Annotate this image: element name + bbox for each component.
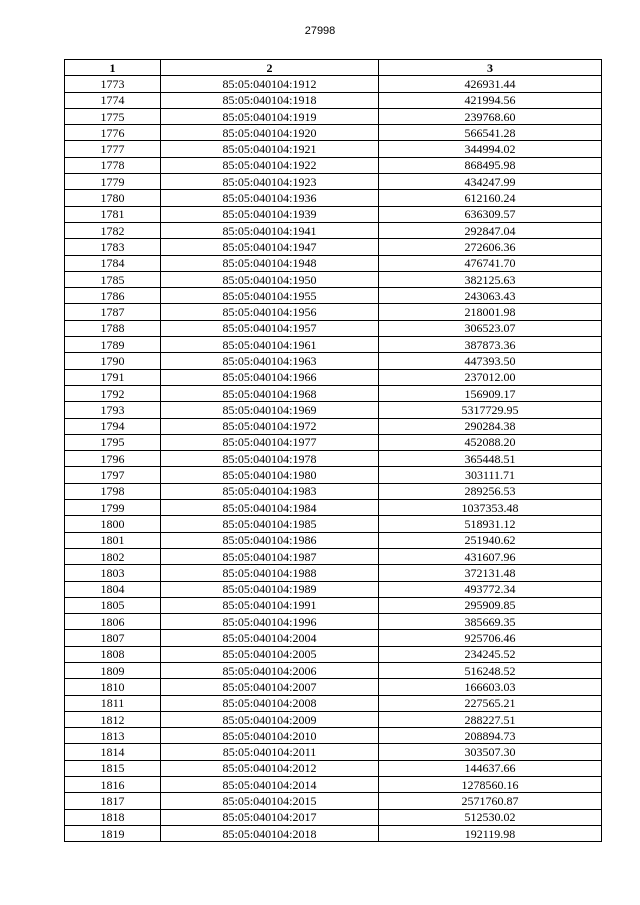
value-cell: 5317729.95: [379, 402, 602, 418]
row-number-cell: 1801: [65, 532, 161, 548]
table-row: [65, 825, 602, 841]
row-number-cell: 1797: [65, 467, 161, 483]
cadastral-number-cell: 85:05:040104:1968: [161, 385, 379, 401]
table-row: [65, 760, 602, 776]
table-row: [65, 434, 602, 450]
cadastral-number-cell: 85:05:040104:1972: [161, 418, 379, 434]
table-row: [65, 662, 602, 678]
value-cell: 426931.44: [379, 76, 602, 92]
row-number-cell: 1800: [65, 516, 161, 532]
cadastral-number-cell: 85:05:040104:1922: [161, 157, 379, 173]
cadastral-number-cell: 85:05:040104:2011: [161, 744, 379, 760]
row-number-cell: 1796: [65, 451, 161, 467]
cadastral-number-cell: 85:05:040104:1941: [161, 222, 379, 238]
value-cell: 289256.53: [379, 483, 602, 499]
table-row: [65, 76, 602, 92]
row-number-cell: 1798: [65, 483, 161, 499]
table-row: [65, 777, 602, 793]
table-row: [65, 353, 602, 369]
cadastral-number-cell: 85:05:040104:1918: [161, 92, 379, 108]
table-row: [65, 451, 602, 467]
value-cell: 251940.62: [379, 532, 602, 548]
cadastral-number-cell: 85:05:040104:2004: [161, 630, 379, 646]
table-row: [65, 711, 602, 727]
value-cell: 234245.52: [379, 646, 602, 662]
cadastral-number-cell: 85:05:040104:1996: [161, 614, 379, 630]
row-number-cell: 1773: [65, 76, 161, 92]
cadastral-number-cell: 85:05:040104:1987: [161, 548, 379, 564]
cadastral-number-cell: 85:05:040104:1988: [161, 565, 379, 581]
value-cell: 372131.48: [379, 565, 602, 581]
cadastral-number-cell: 85:05:040104:1980: [161, 467, 379, 483]
table-row: [65, 548, 602, 564]
value-cell: 227565.21: [379, 695, 602, 711]
table-row: [65, 222, 602, 238]
row-number-cell: 1779: [65, 174, 161, 190]
table-row: [65, 516, 602, 532]
table-row: [65, 288, 602, 304]
row-number-cell: 1804: [65, 581, 161, 597]
data-table: [64, 59, 602, 842]
value-cell: 476741.70: [379, 255, 602, 271]
row-number-cell: 1782: [65, 222, 161, 238]
table-row: [65, 320, 602, 336]
page-number: 27998: [304, 25, 336, 37]
value-cell: 516248.52: [379, 662, 602, 678]
row-number-cell: 1777: [65, 141, 161, 157]
table-row: [65, 304, 602, 320]
cadastral-number-cell: 85:05:040104:2010: [161, 728, 379, 744]
table-row: [65, 695, 602, 711]
value-cell: 239768.60: [379, 108, 602, 124]
table-row: [65, 679, 602, 695]
cadastral-number-cell: 85:05:040104:1957: [161, 320, 379, 336]
table-row: [65, 532, 602, 548]
cadastral-number-cell: 85:05:040104:1983: [161, 483, 379, 499]
table-row: [65, 467, 602, 483]
value-cell: 272606.36: [379, 239, 602, 255]
row-number-cell: 1776: [65, 125, 161, 141]
value-cell: 365448.51: [379, 451, 602, 467]
value-cell: 208894.73: [379, 728, 602, 744]
table-row: [65, 206, 602, 222]
row-number-cell: 1809: [65, 662, 161, 678]
row-number-cell: 1802: [65, 548, 161, 564]
cadastral-number-cell: 85:05:040104:1966: [161, 369, 379, 385]
row-number-cell: 1799: [65, 500, 161, 516]
cadastral-number-cell: 85:05:040104:1920: [161, 125, 379, 141]
row-number-cell: 1792: [65, 385, 161, 401]
value-cell: 447393.50: [379, 353, 602, 369]
value-cell: 431607.96: [379, 548, 602, 564]
table-row: [65, 646, 602, 662]
table-row: [65, 108, 602, 124]
value-cell: 452088.20: [379, 434, 602, 450]
cadastral-number-cell: 85:05:040104:2017: [161, 809, 379, 825]
cadastral-number-cell: 85:05:040104:1939: [161, 206, 379, 222]
table-row: [65, 597, 602, 613]
cadastral-number-cell: 85:05:040104:1977: [161, 434, 379, 450]
table-row: [65, 614, 602, 630]
value-cell: 192119.98: [379, 825, 602, 841]
row-number-cell: 1808: [65, 646, 161, 662]
value-cell: 421994.56: [379, 92, 602, 108]
value-cell: 303507.30: [379, 744, 602, 760]
value-cell: 237012.00: [379, 369, 602, 385]
table-row: [65, 728, 602, 744]
table-row: [65, 418, 602, 434]
value-cell: 512530.02: [379, 809, 602, 825]
cadastral-number-cell: 85:05:040104:1969: [161, 402, 379, 418]
value-cell: 385669.35: [379, 614, 602, 630]
value-cell: 566541.28: [379, 125, 602, 141]
value-cell: 636309.57: [379, 206, 602, 222]
table-row: [65, 483, 602, 499]
value-cell: 493772.34: [379, 581, 602, 597]
row-number-cell: 1784: [65, 255, 161, 271]
table-row: [65, 255, 602, 271]
row-number-cell: 1812: [65, 711, 161, 727]
value-cell: 344994.02: [379, 141, 602, 157]
row-number-cell: 1806: [65, 614, 161, 630]
value-cell: 306523.07: [379, 320, 602, 336]
value-cell: 925706.46: [379, 630, 602, 646]
table-row: [65, 141, 602, 157]
table-row: [65, 337, 602, 353]
cadastral-number-cell: 85:05:040104:2006: [161, 662, 379, 678]
value-cell: 1278560.16: [379, 777, 602, 793]
row-number-cell: 1805: [65, 597, 161, 613]
value-cell: 382125.63: [379, 271, 602, 287]
cadastral-number-cell: 85:05:040104:1912: [161, 76, 379, 92]
cadastral-number-cell: 85:05:040104:1923: [161, 174, 379, 190]
table-row: [65, 369, 602, 385]
row-number-cell: 1778: [65, 157, 161, 173]
table-row: [65, 174, 602, 190]
row-number-cell: 1819: [65, 825, 161, 841]
cadastral-number-cell: 85:05:040104:1919: [161, 108, 379, 124]
cadastral-number-cell: 85:05:040104:1991: [161, 597, 379, 613]
header-row: [65, 60, 602, 76]
cadastral-number-cell: 85:05:040104:1956: [161, 304, 379, 320]
cadastral-number-cell: 85:05:040104:2018: [161, 825, 379, 841]
cadastral-number-cell: 85:05:040104:2008: [161, 695, 379, 711]
table-row: [65, 744, 602, 760]
table-row: [65, 271, 602, 287]
row-number-cell: 1813: [65, 728, 161, 744]
column-header-2: 2: [161, 60, 379, 76]
table-row: [65, 581, 602, 597]
cadastral-number-cell: 85:05:040104:2005: [161, 646, 379, 662]
row-number-cell: 1788: [65, 320, 161, 336]
row-number-cell: 1791: [65, 369, 161, 385]
row-number-cell: 1775: [65, 108, 161, 124]
cadastral-number-cell: 85:05:040104:2014: [161, 777, 379, 793]
cadastral-number-cell: 85:05:040104:1948: [161, 255, 379, 271]
cadastral-number-cell: 85:05:040104:1985: [161, 516, 379, 532]
column-header-3: 3: [379, 60, 602, 76]
cadastral-number-cell: 85:05:040104:1989: [161, 581, 379, 597]
cadastral-number-cell: 85:05:040104:1984: [161, 500, 379, 516]
row-number-cell: 1793: [65, 402, 161, 418]
cadastral-number-cell: 85:05:040104:2007: [161, 679, 379, 695]
row-number-cell: 1817: [65, 793, 161, 809]
value-cell: 1037353.48: [379, 500, 602, 516]
value-cell: 292847.04: [379, 222, 602, 238]
row-number-cell: 1810: [65, 679, 161, 695]
row-number-cell: 1794: [65, 418, 161, 434]
row-number-cell: 1811: [65, 695, 161, 711]
row-number-cell: 1781: [65, 206, 161, 222]
cadastral-number-cell: 85:05:040104:1947: [161, 239, 379, 255]
value-cell: 434247.99: [379, 174, 602, 190]
value-cell: 144637.66: [379, 760, 602, 776]
row-number-cell: 1814: [65, 744, 161, 760]
table-row: [65, 239, 602, 255]
table-body: [65, 76, 602, 842]
row-number-cell: 1818: [65, 809, 161, 825]
value-cell: 295909.85: [379, 597, 602, 613]
cadastral-number-cell: 85:05:040104:2015: [161, 793, 379, 809]
cadastral-number-cell: 85:05:040104:1961: [161, 337, 379, 353]
table-row: [65, 157, 602, 173]
table-row: [65, 125, 602, 141]
row-number-cell: 1790: [65, 353, 161, 369]
row-number-cell: 1787: [65, 304, 161, 320]
table-row: [65, 402, 602, 418]
cadastral-number-cell: 85:05:040104:1936: [161, 190, 379, 206]
value-cell: 288227.51: [379, 711, 602, 727]
cadastral-number-cell: 85:05:040104:1921: [161, 141, 379, 157]
row-number-cell: 1785: [65, 271, 161, 287]
row-number-cell: 1816: [65, 777, 161, 793]
value-cell: 218001.98: [379, 304, 602, 320]
value-cell: 2571760.87: [379, 793, 602, 809]
cadastral-number-cell: 85:05:040104:1986: [161, 532, 379, 548]
row-number-cell: 1783: [65, 239, 161, 255]
value-cell: 387873.36: [379, 337, 602, 353]
cadastral-number-cell: 85:05:040104:1978: [161, 451, 379, 467]
value-cell: 243063.43: [379, 288, 602, 304]
row-number-cell: 1774: [65, 92, 161, 108]
value-cell: 303111.71: [379, 467, 602, 483]
row-number-cell: 1786: [65, 288, 161, 304]
table-header: [65, 60, 602, 76]
row-number-cell: 1807: [65, 630, 161, 646]
cadastral-number-cell: 85:05:040104:1950: [161, 271, 379, 287]
table-row: [65, 793, 602, 809]
table-row: [65, 630, 602, 646]
table-row: [65, 809, 602, 825]
cadastral-number-cell: 85:05:040104:2012: [161, 760, 379, 776]
row-number-cell: 1795: [65, 434, 161, 450]
table-row: [65, 190, 602, 206]
table-row: [65, 565, 602, 581]
cadastral-number-cell: 85:05:040104:2009: [161, 711, 379, 727]
value-cell: 612160.24: [379, 190, 602, 206]
table-row: [65, 500, 602, 516]
row-number-cell: 1780: [65, 190, 161, 206]
table-row: [65, 92, 602, 108]
table-row: [65, 385, 602, 401]
value-cell: 290284.38: [379, 418, 602, 434]
column-header-1: 1: [65, 60, 161, 76]
value-cell: 166603.03: [379, 679, 602, 695]
value-cell: 868495.98: [379, 157, 602, 173]
cadastral-number-cell: 85:05:040104:1963: [161, 353, 379, 369]
row-number-cell: 1803: [65, 565, 161, 581]
row-number-cell: 1789: [65, 337, 161, 353]
value-cell: 518931.12: [379, 516, 602, 532]
cadastral-number-cell: 85:05:040104:1955: [161, 288, 379, 304]
row-number-cell: 1815: [65, 760, 161, 776]
value-cell: 156909.17: [379, 385, 602, 401]
